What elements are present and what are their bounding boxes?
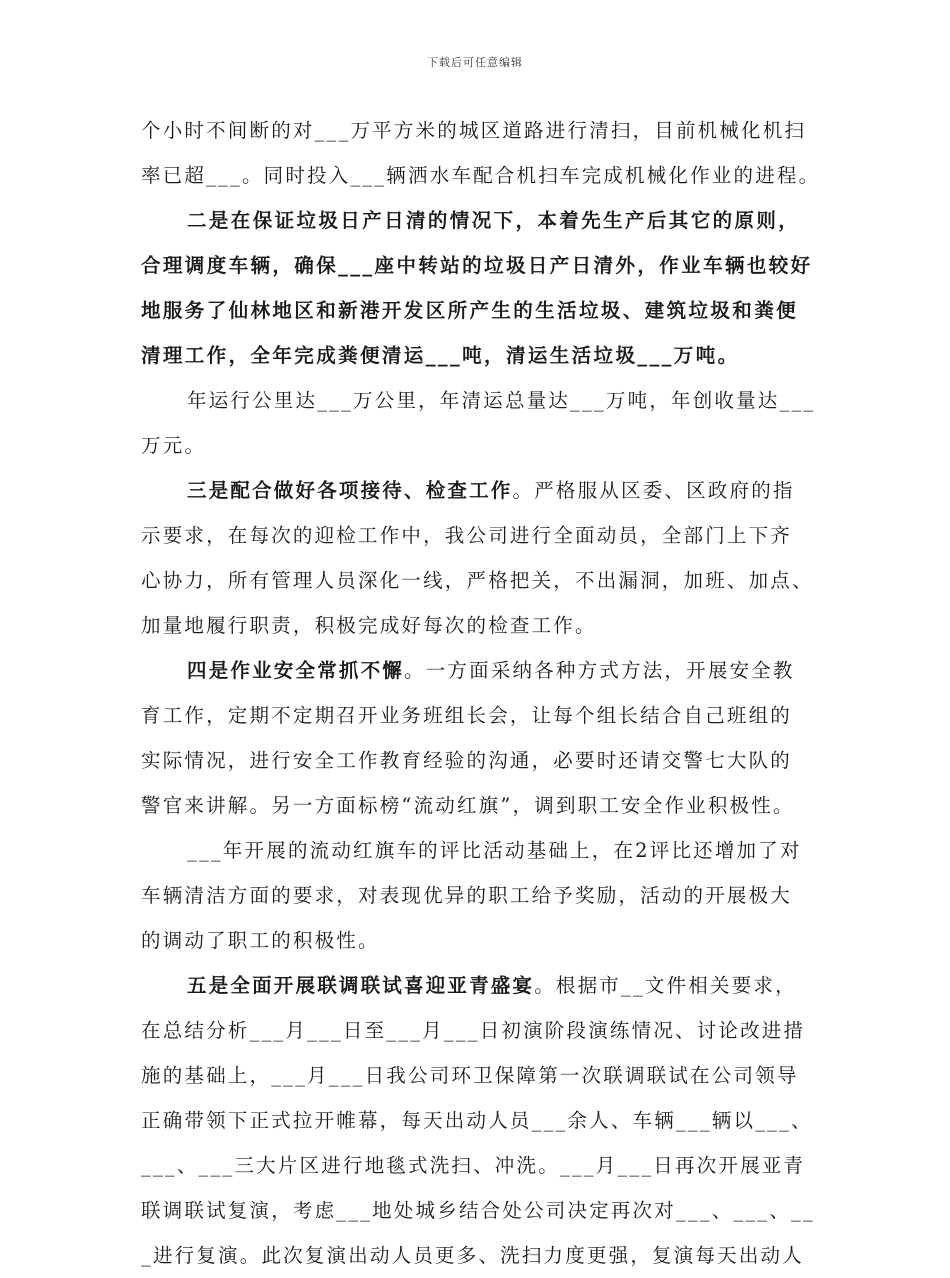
text-line: 实际情况，进行安全工作教育经验的沟通，必要时还请交警七大队的 <box>141 749 793 772</box>
text-line: 育工作，定期不定期召开业务班组长会，让每个组长结合自己班组的 <box>141 704 793 727</box>
text-line: 清理工作，全年完成粪便清运___吨，清运生活垃圾___万吨。 <box>141 344 740 367</box>
page-header: 下载后可任意编辑 <box>427 56 523 69</box>
text-line: 二是在保证垃圾日产日清的情况下，本着先生产后其它的原则， <box>187 209 801 232</box>
text-line: 联调联试复演，考虑___地处城乡结合处公司决定再次对___、___、__ <box>141 1199 815 1222</box>
text-line: 施的基础上，___月___日我公司环卫保障第一次联调联试在公司领导 <box>141 1064 799 1087</box>
text-line: 警官来讲解。另一方面标榜“流动红旗”，调到职工安全作业积极性。 <box>141 794 795 817</box>
text-line: 四是作业安全常抓不懈。一方面采纳各种方式方法，开展安全教 <box>187 659 795 682</box>
text-line: _进行复演。此次复演出动人员更多、洗扫力度更强，复演每天出动人 <box>141 1244 804 1267</box>
paragraph-lead: 四是作业安全常抓不懈 <box>187 659 405 682</box>
text-line: ___、___三大片区进行地毯式洗扫、冲洗。___月___日再次开展亚青 <box>141 1154 806 1177</box>
text-line: 年运行公里达___万公里，年清运总量达___万吨，年创收量达___ <box>187 389 816 412</box>
text-line: 个小时不间断的对___万平方米的城区道路进行清扫，目前机械化机扫 <box>141 119 807 142</box>
text-line: 在总结分析___月___日至___月___日初演阶段演练情况、讨论改进措 <box>141 1019 806 1042</box>
paragraph-lead: 三是配合做好各项接待、检查工作 <box>187 479 513 502</box>
text-line: ___年开展的流动红旗车的评比活动基础上，在2评比还增加了对 <box>187 839 802 862</box>
text-line: 三是配合做好各项接待、检查工作。严格服从区委、区政府的指 <box>187 479 795 502</box>
text-line: 心协力，所有管理人员深化一线，严格把关，不出漏洞，加班、加点、 <box>141 569 814 592</box>
text-line: 车辆清洁方面的要求，对表现优异的职工给予奖励，活动的开展极大 <box>141 884 793 907</box>
text-line: 率已超___。同时投入___辆洒水车配合机扫车完成机械化作业的进程。 <box>141 164 821 187</box>
text-line: 合理调度车辆，确保___座中转站的垃圾日产日清外，作业车辆也较好 <box>141 254 813 277</box>
text-line: 五是全面开展联调联试喜迎亚青盛宴。根据市__文件相关要求， <box>187 974 797 997</box>
text-line: 示要求，在每次的迎检工作中，我公司进行全面动员，全部门上下齐 <box>141 524 793 547</box>
text-line: 正确带领下正式拉开帷幕，每天出动人员___余人、车辆___辆以___、 <box>141 1109 813 1132</box>
document-body <box>141 108 841 1278</box>
paragraph-lead: 五是全面开展联调联试喜迎亚青盛宴 <box>187 974 535 997</box>
text-line: 加量地履行职责，积极完成好每次的检查工作。 <box>141 614 597 637</box>
text-line: 的调动了职工的积极性。 <box>141 929 380 952</box>
text-line: 地服务了仙林地区和新港开发区所产生的生活垃圾、建筑垃圾和粪便 <box>141 299 799 322</box>
text-line: 万元。 <box>141 434 207 457</box>
